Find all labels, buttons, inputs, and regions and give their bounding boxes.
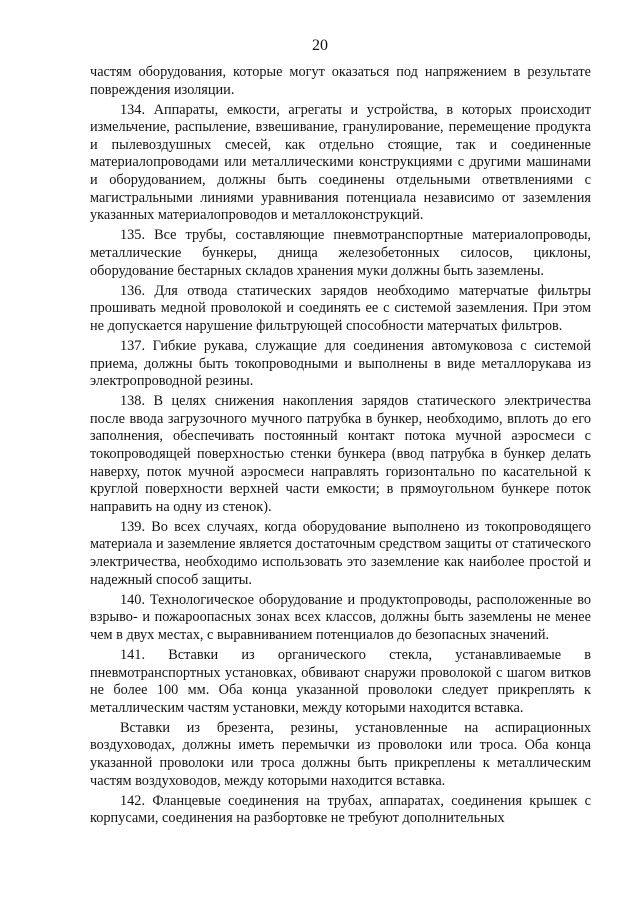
paragraph-138: 138. В целях снижения накопления зарядов статического электричества после ввода загрузочного мучного патрубка в бункер, необходимо, вплоть до его заполнения, обеспечивать постоянный контакт потока мучной аэросмеси с токопроводящей поверхностью стенки бункера (ввод патрубка в бункер делать наверху, поток мучной аэросмеси направлять горизонтально по касательной к круглой поверхности верхней части емкости; в прямоугольном бункере поток направить на одну из стенок). (90, 393, 591, 515)
paragraph-continuation: частям оборудования, которые могут оказаться под напряжением в результате повреждения изоляции. (90, 64, 591, 98)
paragraph-139: 139. Во всех случаях, когда оборудование выполнено из токопроводящего материала и заземление является достаточным средством защиты от статического электричества, необходимо использовать это заземление как наиболее простой и надежный способ защиты. (90, 518, 591, 588)
paragraph-137: 137. Гибкие рукава, служащие для соединения автомуковоза с системой приема, должны быть токопроводными и выполнены в виде металлорукава из электропроводной резины. (90, 337, 591, 390)
document-body (90, 64, 591, 830)
paragraph-142: 142. Фланцевые соединения на трубах, аппаратах, соединения крышек с корпусами, соединения на разбортовке не требуют дополнительных (90, 792, 591, 827)
paragraph-141: 141. Вставки из органического стекла, устанавливаемые в пневмотранспортных установках, обвивают снаружи проволокой с шагом витков не более 100 мм. Оба конца указанной проволоки следует прикреплять к металлическим частям установки, между которыми находится вставка. (90, 647, 591, 716)
paragraph-140: 140. Технологическое оборудование и продуктопроводы, расположенные во взрыво- и пожароопасных зонах всех классов, должны быть заземлены не менее чем в двух местах, с выравниванием потенциалов до безопасных значений. (90, 591, 591, 643)
page-number: 20 (312, 37, 328, 54)
paragraph-141-inserts: Вставки из брезента, резины, установленные на аспирационных воздуховодах, должны иметь перемычки из проволоки или троса. Оба конца указанной проволоки или троса должны быть прикреплены к металлическим частям воздуховодов, между которыми находится вставка. (90, 719, 591, 789)
paragraph-135: 135. Все трубы, составляющие пневмотранспортные материалопроводы, металлические бункеры, днища железобетонных силосов, циклоны, оборудование бестарных складов хранения муки должны быть заземлены. (90, 227, 591, 279)
paragraph-136: 136. Для отвода статических зарядов необходимо матерчатые фильтры прошивать медной проволокой и соединять ее с системой заземления. При этом не допускается нарушение фильтрующей способности матерчатых фильтров. (90, 282, 591, 334)
paragraph-134: 134. Аппараты, емкости, агрегаты и устройства, в которых происходит измельчение, распыление, взвешивание, гранулирование, перемещение продукта и пылевоздушных смесей, как отдельно стоящие, так и соединенные материалопроводами или металлическими конструкциями с другими машинами и оборудованием, должны быть соединены отдельными ответвлениями с магистральными линиями уравнивания потенциала независимо от заземления указанных материалопроводов и металлоконструкций. (90, 101, 591, 224)
